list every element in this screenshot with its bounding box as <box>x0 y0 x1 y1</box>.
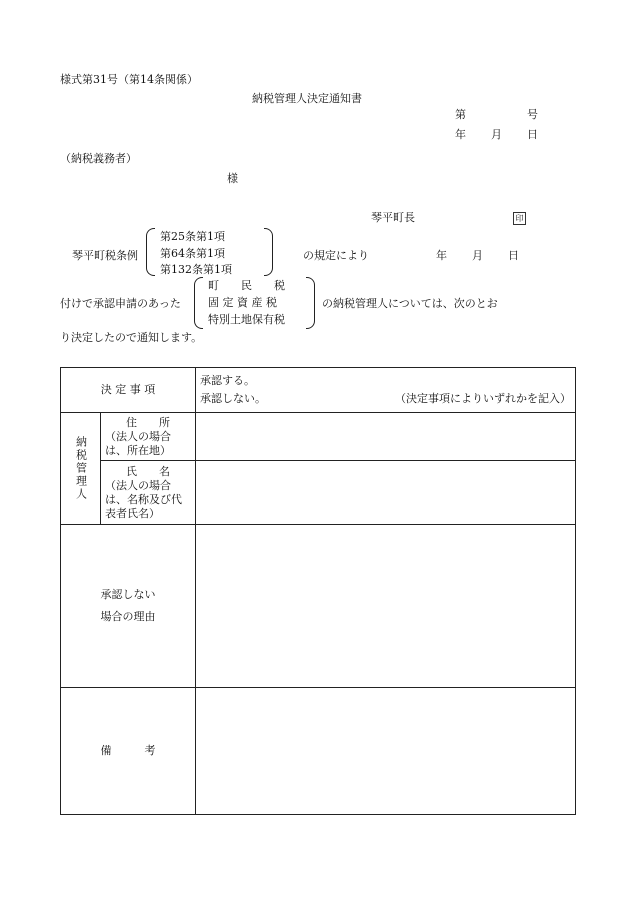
number-suffix: 号 <box>527 108 538 121</box>
remarks-row <box>61 688 576 815</box>
decision-label-cell <box>61 368 196 413</box>
disapprove-row <box>200 392 571 406</box>
recipient-honorific: 様 <box>227 172 238 185</box>
taxes-bracket-right <box>306 277 315 329</box>
address-label: 住 所 <box>126 415 170 429</box>
tax-2: 固 定 資 産 税 <box>208 296 277 309</box>
taxes-bracket-left <box>194 277 203 329</box>
remarks-value-cell[interactable] <box>196 688 576 815</box>
tax-1: 町 民 税 <box>208 279 285 292</box>
date-year: 年 <box>455 128 466 141</box>
articles-bracket-right <box>264 228 273 276</box>
seal-mark: 印 <box>513 212 526 225</box>
manager-label-cell <box>61 413 101 525</box>
recipient-label: （納税義務者） <box>60 152 137 165</box>
name-note: （法人の場合は、名称及び代表者氏名） <box>105 478 182 520</box>
reason-row <box>61 525 576 688</box>
article-3: 第132条第1項 <box>160 263 232 276</box>
articles-bracket-left <box>146 228 155 276</box>
approve-option: 承認する。 <box>200 374 255 387</box>
remarks-label: 備 考 <box>100 744 156 757</box>
address-label-cell <box>101 413 196 461</box>
address-note: （法人の場合は、所在地） <box>105 429 171 457</box>
reason-line-1: 承認しない <box>100 588 156 601</box>
decision-table <box>60 367 576 815</box>
manager-label: 納税管理人 <box>74 436 88 501</box>
body-date-day: 日 <box>508 249 519 262</box>
article-1: 第25条第1項 <box>160 230 225 243</box>
body-date-month: 月 <box>472 249 483 262</box>
date-day: 日 <box>527 128 538 141</box>
ordinance-label: 琴平町税条例 <box>72 249 138 262</box>
remarks-label-cell <box>61 688 196 815</box>
name-label-cell <box>101 461 196 525</box>
decision-value-cell[interactable] <box>196 368 576 413</box>
line3: り決定したので通知します。 <box>60 331 203 344</box>
article-2: 第64条第1項 <box>160 247 225 260</box>
issuer-name: 琴平町長 <box>371 211 415 224</box>
form-number: 様式第31号（第14条関係） <box>60 73 198 86</box>
document-title: 納税管理人決定通知書 <box>252 92 362 105</box>
disapprove-option: 承認しない。 <box>200 392 266 405</box>
decision-note: （決定事項によりいずれかを記入） <box>395 392 571 405</box>
decision-row <box>61 368 576 413</box>
reason-label-cell <box>61 525 196 688</box>
body-date-year: 年 <box>436 249 447 262</box>
reason-value-cell[interactable] <box>196 525 576 688</box>
address-value-cell[interactable] <box>196 413 576 461</box>
date-month: 月 <box>491 128 502 141</box>
provision-text: の規定により <box>303 249 369 262</box>
tax-3: 特別土地保有税 <box>208 313 285 326</box>
name-label: 氏 名 <box>126 464 170 478</box>
decision-label: 決 定 事 項 <box>100 383 156 396</box>
line2-prefix: 付けで承認申請のあった <box>60 297 181 310</box>
reason-line-2: 場合の理由 <box>100 610 156 623</box>
address-row <box>61 413 576 461</box>
number-prefix: 第 <box>455 108 466 121</box>
line2-suffix: の納税管理人については、次のとお <box>322 297 498 310</box>
name-value-cell[interactable] <box>196 461 576 525</box>
name-row <box>61 461 576 525</box>
